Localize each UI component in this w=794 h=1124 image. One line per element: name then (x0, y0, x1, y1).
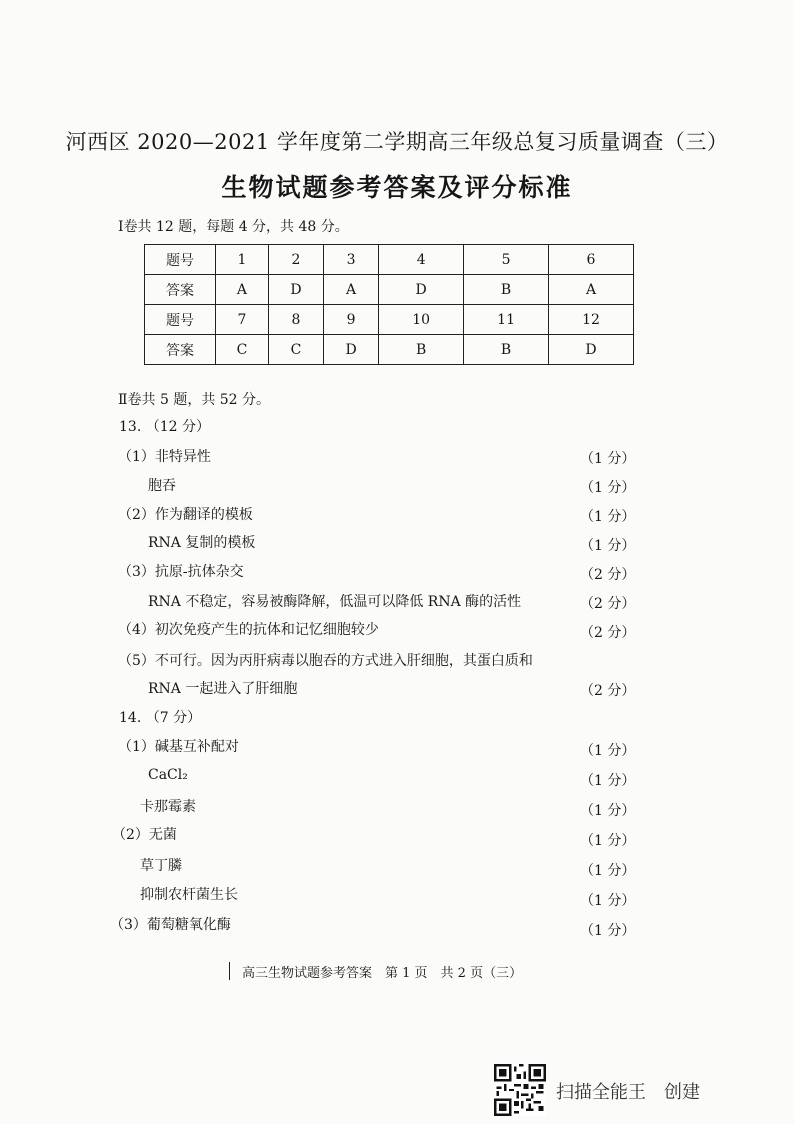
answer-cell: C (216, 335, 269, 365)
answer-cell: 9 (324, 305, 379, 335)
part1-heading: Ⅰ卷共 12 题，每题 4 分，共 48 分。 (118, 219, 349, 235)
answer-cell: 3 (324, 245, 379, 275)
q13-score-5: （2 分） (580, 567, 636, 583)
q13-score-1: （1 分） (580, 451, 636, 467)
answer-cell: 10 (379, 305, 464, 335)
q13-line-5: （3）抗原-抗体杂交 (118, 564, 244, 580)
answer-table-row (145, 305, 634, 335)
answer-cell: C (268, 335, 323, 365)
q14-score-3: （1 分） (580, 803, 636, 819)
row-label: 答案 (145, 335, 216, 365)
q13-score-6: （2 分） (580, 596, 636, 612)
answer-cell: D (268, 275, 323, 305)
answer-cell: A (216, 275, 269, 305)
answer-cell: A (549, 275, 634, 305)
answer-table-row (145, 275, 634, 305)
q14-score-4: （1 分） (580, 833, 636, 849)
q13-score-2: （1 分） (580, 480, 636, 496)
answer-cell: B (464, 335, 549, 365)
q13-score-3: （1 分） (580, 509, 636, 525)
answer-cell: 6 (549, 245, 634, 275)
answer-cell: 12 (549, 305, 634, 335)
answer-table-row (145, 335, 634, 365)
scanner-watermark: 扫描全能王 创建 (556, 1082, 700, 1103)
row-label: 题号 (145, 245, 216, 275)
q13-line-9: RNA 一起进入了肝细胞 (148, 681, 298, 697)
exam-title: 河西区 2020—2021 学年度第二学期高三年级总复习质量调查（三） (65, 130, 729, 154)
q13-line-3: （2）作为翻译的模板 (118, 507, 253, 523)
answer-cell: D (549, 335, 634, 365)
q13-line-6: RNA 不稳定，容易被酶降解，低温可以降低 RNA 酶的活性 (148, 594, 522, 610)
answer-cell: 11 (464, 305, 549, 335)
answer-table-row (145, 245, 634, 275)
answer-key-title: 生物试题参考答案及评分标准 (221, 173, 573, 202)
answer-cell: B (464, 275, 549, 305)
answer-cell: B (379, 335, 464, 365)
q13-score-7: （2 分） (580, 625, 636, 641)
q14-line-6: 抑制农杆菌生长 (140, 887, 238, 903)
answer-cell: D (324, 335, 379, 365)
q13-line-1: （1）非特异性 (118, 449, 211, 465)
q13-line-7: （4）初次免疫产生的抗体和记忆细胞较少 (118, 622, 379, 638)
q14-score-6: （1 分） (580, 893, 636, 909)
row-label: 题号 (145, 305, 216, 335)
q14-line-7: （3）葡萄糖氧化酶 (110, 917, 231, 933)
q14-line-2: CaCl₂ (148, 767, 188, 783)
part2-heading: Ⅱ卷共 5 题，共 52 分。 (118, 392, 271, 408)
q14-line-3: 卡那霉素 (140, 799, 196, 815)
answer-cell: A (324, 275, 379, 305)
q14-line-5: 草丁膦 (140, 858, 182, 874)
q14-title: 14. （7 分） (119, 710, 202, 726)
row-label: 答案 (145, 275, 216, 305)
answer-cell: D (379, 275, 464, 305)
q13-line-8: （5）不可行。因为丙肝病毒以胞吞的方式进入肝细胞，其蛋白质和 (118, 653, 533, 669)
q14-score-1: （1 分） (580, 743, 636, 759)
q14-line-4: （2）无菌 (112, 827, 177, 843)
q14-score-5: （1 分） (580, 863, 636, 879)
q13-line-2: 胞吞 (148, 478, 176, 494)
q14-line-1: （1）碱基互补配对 (118, 739, 239, 755)
answer-cell: 8 (268, 305, 323, 335)
q13-score-4: （1 分） (580, 538, 636, 554)
q13-title: 13. （12 分） (119, 419, 210, 435)
footer-divider (229, 962, 230, 980)
answer-cell: 4 (379, 245, 464, 275)
answer-table (144, 244, 634, 365)
answer-cell: 7 (216, 305, 269, 335)
q14-score-2: （1 分） (580, 773, 636, 789)
q13-score-9: （2 分） (580, 683, 636, 699)
q14-score-7: （1 分） (580, 923, 636, 939)
page-footer: 高三生物试题参考答案 第 1 页 共 2 页（三） (242, 966, 523, 981)
answer-cell: 5 (464, 245, 549, 275)
answer-cell: 1 (216, 245, 269, 275)
answer-cell: 2 (268, 245, 323, 275)
q13-line-4: RNA 复制的模板 (148, 535, 256, 551)
qr-code-icon (494, 1064, 546, 1116)
